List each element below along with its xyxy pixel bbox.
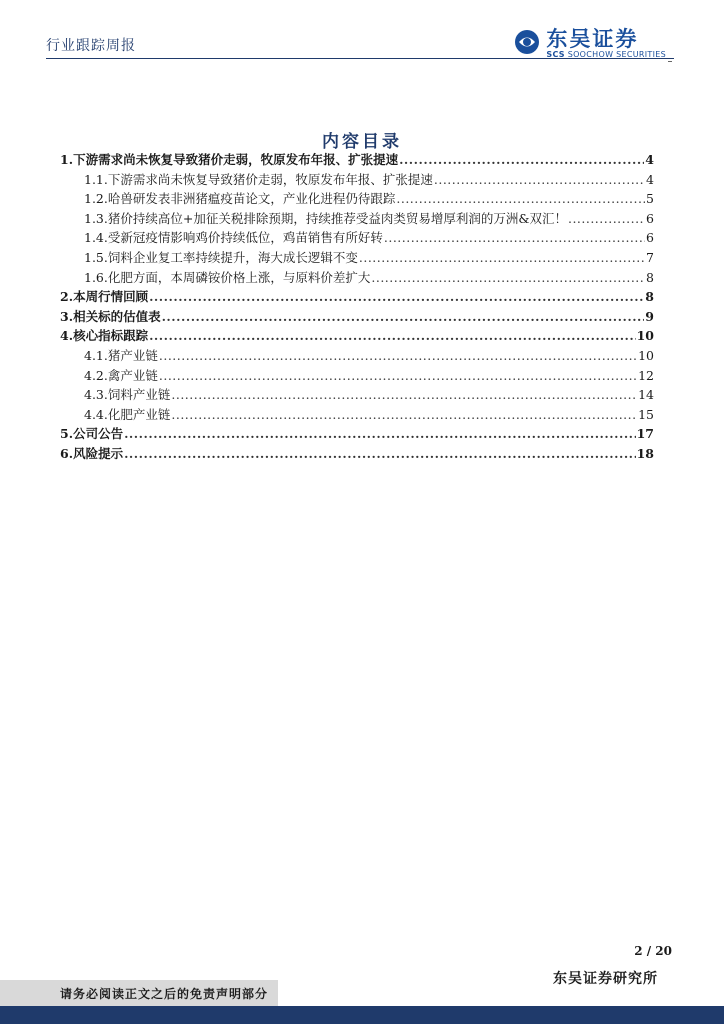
toc-entry-title: 核心指标跟踪 bbox=[73, 328, 149, 344]
toc-entry[interactable] bbox=[60, 346, 654, 366]
toc-entry-page: 17 bbox=[636, 426, 654, 442]
toc-dot-leader bbox=[124, 446, 636, 461]
toc-entry-page: 10 bbox=[636, 328, 654, 344]
toc-dot-leader bbox=[359, 250, 645, 265]
toc-entry-number: 2. bbox=[60, 289, 74, 305]
toc-dot-leader bbox=[159, 368, 637, 383]
toc-dot-leader bbox=[568, 211, 645, 226]
toc-entry-title: 相关标的估值表 bbox=[73, 308, 161, 324]
toc-entry-title: 化肥方面，本周磷铵价格上涨，与原料价差扩大 bbox=[107, 269, 371, 285]
footer-band bbox=[0, 1006, 724, 1024]
toc-entry[interactable] bbox=[60, 287, 654, 307]
footer-institute: 东吴证券研究所 bbox=[553, 971, 658, 987]
toc-entry-title: 猪产业链 bbox=[107, 347, 158, 363]
toc-entry-title: 下游需求尚未恢复导致猪价走弱，牧原发布年报、扩张提速 bbox=[73, 152, 399, 167]
toc-entry-page: 7 bbox=[646, 249, 654, 265]
header-mark bbox=[668, 61, 672, 62]
toc-dot-leader bbox=[149, 328, 636, 343]
toc-dot-leader bbox=[159, 348, 637, 363]
toc-entry-number: 1.3. bbox=[84, 210, 108, 226]
toc-entry-title: 本周行情回顾 bbox=[73, 289, 149, 305]
toc-entry[interactable] bbox=[60, 209, 654, 229]
toc-entry[interactable] bbox=[60, 150, 654, 170]
toc-dot-leader bbox=[396, 191, 645, 206]
toc-entry-page: 18 bbox=[636, 445, 654, 461]
toc-dot-leader bbox=[171, 407, 637, 422]
page-number: 2 / 20 bbox=[634, 944, 672, 958]
toc-entry[interactable] bbox=[60, 444, 654, 464]
toc-entry[interactable] bbox=[60, 326, 654, 346]
toc-entry-page: 9 bbox=[645, 308, 654, 324]
toc-entry-page: 8 bbox=[645, 289, 654, 305]
toc-dot-leader bbox=[399, 152, 644, 167]
toc-entry-number: 3. bbox=[60, 308, 74, 324]
toc-entry-title: 禽产业链 bbox=[107, 367, 158, 383]
toc-dot-leader bbox=[171, 387, 637, 402]
toc-entry-title: 公司公告 bbox=[73, 426, 124, 442]
toc-entry[interactable] bbox=[60, 228, 654, 248]
logo-chinese-name: 东吴证券 bbox=[546, 27, 639, 51]
toc-entry-number: 4.4. bbox=[84, 406, 108, 422]
toc-dot-leader bbox=[124, 426, 636, 441]
toc-entry-page: 15 bbox=[638, 406, 654, 422]
company-logo bbox=[512, 28, 666, 59]
toc-entry[interactable] bbox=[60, 189, 654, 209]
toc-entry[interactable] bbox=[60, 248, 654, 268]
toc-entry[interactable] bbox=[60, 424, 654, 444]
toc-entry-number: 4. bbox=[60, 328, 74, 344]
toc-entry-title: 受新冠疫情影响鸡价持续低位，鸡苗销售有所好转 bbox=[107, 230, 383, 246]
toc-entry-number: 5. bbox=[60, 426, 74, 442]
toc-entry[interactable] bbox=[60, 268, 654, 288]
toc-entry[interactable] bbox=[60, 366, 654, 386]
toc-entry-page: 4 bbox=[645, 152, 654, 167]
toc-dot-leader bbox=[371, 270, 645, 285]
toc-entry[interactable] bbox=[60, 170, 654, 190]
toc-dot-leader bbox=[434, 172, 645, 187]
toc-title: 内容目录 bbox=[322, 132, 402, 152]
toc-entry-title: 化肥产业链 bbox=[107, 406, 171, 422]
report-type-label: 行业跟踪周报 bbox=[46, 38, 136, 54]
toc-entry-number: 4.1. bbox=[84, 347, 108, 363]
toc-entry[interactable] bbox=[60, 307, 654, 327]
toc-entry-title: 饲料产业链 bbox=[107, 387, 171, 403]
disclaimer-note: 请务必阅读正文之后的免责声明部分 bbox=[60, 987, 269, 1001]
logo-english-name bbox=[546, 50, 666, 59]
toc-entry-number: 1.4. bbox=[84, 230, 108, 246]
toc-entry[interactable] bbox=[60, 405, 654, 425]
toc-entry-title: 下游需求尚未恢复导致猪价走弱，牧原发布年报、扩张提速 bbox=[107, 171, 433, 187]
toc-entry-number: 6. bbox=[60, 445, 74, 461]
toc-dot-leader bbox=[384, 230, 645, 245]
toc-entry-number: 1.2. bbox=[84, 191, 108, 207]
toc-entry-number: 1.1. bbox=[84, 171, 108, 187]
toc-dot-leader bbox=[149, 289, 644, 304]
toc-entry-number: 1. bbox=[60, 152, 74, 167]
toc-entry-number: 1.5. bbox=[84, 249, 108, 265]
toc-entry-title: 风险提示 bbox=[73, 445, 124, 461]
toc-entry-page: 8 bbox=[646, 269, 654, 285]
logo-mark-text: SCS bbox=[546, 50, 565, 59]
toc-entry-page: 10 bbox=[638, 347, 654, 363]
logo-english-text: SOOCHOW SECURITIES bbox=[567, 50, 666, 59]
toc-entry-page: 14 bbox=[638, 387, 654, 403]
toc-entry-page: 4 bbox=[646, 171, 654, 187]
toc-entry-number: 4.2. bbox=[84, 367, 108, 383]
toc-entry-page: 12 bbox=[638, 367, 654, 383]
toc-entry-title: 饲料企业复工率持续提升，海大成长逻辑不变 bbox=[107, 249, 358, 265]
toc-entry-number: 1.6. bbox=[84, 269, 108, 285]
toc-entry-title: 哈兽研发表非洲猪瘟疫苗论文，产业化进程仍待跟踪 bbox=[107, 191, 396, 207]
toc-entry-page: 6 bbox=[646, 230, 654, 246]
logo-icon bbox=[512, 29, 542, 59]
toc-entry-title: 猪价持续高位+加征关税排除预期，持续推荐受益肉类贸易增厚利润的万洲&双汇！ bbox=[107, 210, 567, 226]
table-of-contents bbox=[60, 150, 654, 464]
toc-entry-page: 6 bbox=[646, 210, 654, 226]
toc-dot-leader bbox=[162, 309, 645, 324]
toc-entry[interactable] bbox=[60, 385, 654, 405]
toc-entry-page: 5 bbox=[646, 191, 654, 207]
toc-entry-number: 4.3. bbox=[84, 387, 108, 403]
